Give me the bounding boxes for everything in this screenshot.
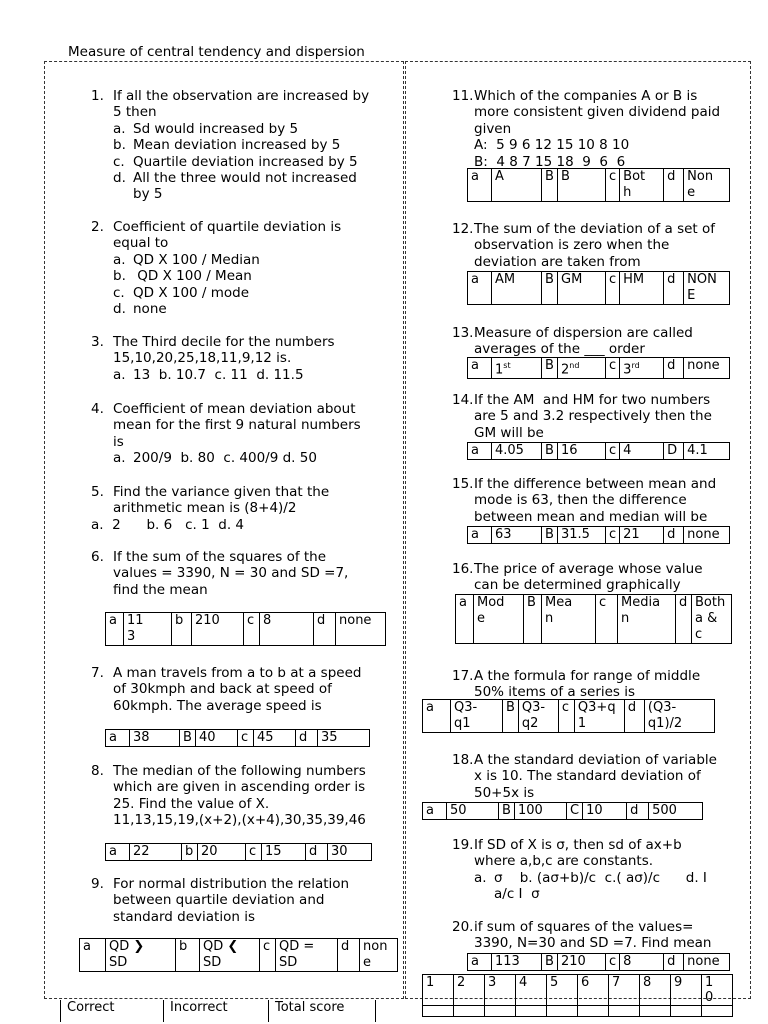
- question-number: 4.: [91, 401, 104, 417]
- question-text-line: if sum of squares of the values=: [474, 919, 694, 935]
- question-5-answers: a. 2 b. 6 c. 1 d. 4: [91, 517, 245, 533]
- option-text: QD X 100 / mode: [133, 284, 250, 301]
- question-text-line: Coefficient of mean deviation about: [113, 401, 356, 417]
- option-letter-cell: B: [542, 527, 558, 544]
- option-letter-cell: d: [624, 700, 644, 733]
- option-value-cell: 30: [328, 844, 372, 861]
- answer-blank-cell[interactable]: [547, 1006, 578, 1017]
- answer-option: [113, 450, 391, 466]
- option-letter-cell: a: [456, 595, 474, 644]
- option-letter-cell: a: [468, 954, 492, 971]
- option-value-cell: 20: [198, 844, 246, 861]
- option-value-cell: QD = SD: [276, 939, 338, 972]
- question-number: 7.: [91, 665, 104, 681]
- answer-blank-cell[interactable]: [609, 1006, 640, 1017]
- question-14-options: [467, 442, 730, 460]
- answer-number-cell: 6: [578, 975, 609, 1006]
- question-text-line: The price of average whose value: [474, 561, 703, 577]
- question-number: 6.: [91, 549, 104, 565]
- option-letter: a.: [113, 366, 126, 383]
- question-body: [113, 219, 391, 317]
- question-text-line: Measure of dispersion are called: [474, 325, 693, 341]
- question-13: [452, 325, 742, 358]
- option-value-cell: GM: [558, 272, 606, 305]
- question-number: 15.: [452, 476, 474, 492]
- option-text: Quartile deviation increased by 5: [133, 153, 358, 170]
- question-number: 18.: [452, 752, 474, 768]
- question-number: 8.: [91, 763, 104, 779]
- question-7-options: [105, 729, 370, 747]
- question-9: [91, 876, 391, 925]
- answer-number-cell: 9: [671, 975, 702, 1006]
- question-20-options: [467, 953, 730, 971]
- question-text-line: If the difference between mean and: [474, 476, 717, 492]
- question-body: [474, 668, 742, 701]
- option-value-cell: NON E: [684, 272, 730, 305]
- option-letter-cell: b: [176, 939, 200, 972]
- option-letter-cell: B: [542, 272, 558, 305]
- option-letter-cell: b: [172, 613, 192, 646]
- footer-score-row: [60, 1000, 376, 1024]
- question-text-line: of 30kmph and back at speed of: [113, 681, 332, 698]
- answer-number-cell: 1: [423, 975, 454, 1006]
- answer-number-cell: 2: [454, 975, 485, 1006]
- answer-blank-cell[interactable]: [702, 1006, 733, 1017]
- question-1: [91, 88, 391, 203]
- question-text-line: between mean and median will be: [474, 508, 708, 525]
- answer-option: [474, 886, 742, 902]
- option-value-cell: 10: [583, 803, 627, 820]
- answer-number-cell: 3: [485, 975, 516, 1006]
- question-number: 11.: [452, 88, 474, 104]
- option-letter-cell: C: [567, 803, 583, 820]
- option-value-cell: 21: [620, 527, 664, 544]
- option-value-cell: 40: [196, 730, 238, 747]
- question-12: [452, 221, 742, 270]
- option-value-cell: 113: [492, 954, 542, 971]
- question-11: [452, 88, 742, 170]
- question-body: [474, 561, 742, 594]
- question-text-line: mode is 63, then the difference: [474, 492, 687, 509]
- question-text-line: x is 10. The standard deviation of: [474, 768, 701, 785]
- answer-number-cell: 5: [547, 975, 578, 1006]
- option-letter-cell: c: [606, 272, 620, 305]
- option-value-cell: Both a & c: [692, 595, 732, 644]
- option-text: 200/9 b. 80 c. 400/9 d. 50: [133, 450, 317, 467]
- question-2: [91, 219, 391, 317]
- question-number: 19.: [452, 837, 474, 853]
- option-value-cell: Bot h: [620, 169, 664, 202]
- question-text-line: For normal distribution the relation: [113, 876, 350, 892]
- option-letter-cell: d: [627, 803, 649, 820]
- question-15-options: [467, 526, 730, 544]
- answer-option: [113, 367, 391, 383]
- question-number: 5.: [91, 484, 104, 500]
- question-6: [91, 549, 391, 598]
- option-letter-cell: a: [423, 803, 447, 820]
- question-body: [113, 334, 391, 383]
- question-number: 2.: [91, 219, 104, 235]
- total-score-box: [269, 1000, 376, 1022]
- question-text-line: The sum of the deviation of a set of: [474, 221, 716, 237]
- answer-blank-cell[interactable]: [578, 1006, 609, 1017]
- question-text-line: GM will be: [474, 424, 544, 441]
- question-7: [91, 665, 391, 714]
- option-value-cell: 15: [262, 844, 306, 861]
- option-letter-cell: b: [182, 844, 198, 861]
- option-value-cell: B: [558, 169, 606, 202]
- question-12-options: [467, 271, 730, 305]
- option-value-cell: none: [336, 613, 386, 646]
- option-value-cell: 210: [558, 954, 606, 971]
- question-text-line: arithmetic mean is (8+4)/2: [113, 500, 297, 517]
- question-body: [474, 476, 742, 525]
- option-text: All the three would not increased: [133, 170, 357, 187]
- option-text: QD X 100 / Median: [133, 251, 260, 268]
- question-number: 20.: [452, 919, 474, 935]
- question-text-line: find the mean: [113, 581, 208, 598]
- option-letter: a.: [113, 251, 126, 268]
- option-letter-cell: a: [468, 272, 492, 305]
- answer-option: [113, 154, 391, 170]
- question-text-line: observation is zero when the: [474, 237, 670, 254]
- option-letter: b.: [113, 268, 126, 285]
- option-letter-cell: d: [306, 844, 328, 861]
- option-value-cell: Mod e: [474, 595, 524, 644]
- question-text-line: If SD of X is σ, then sd of ax+b: [474, 837, 682, 853]
- question-body: [113, 549, 391, 598]
- question-15: [452, 476, 742, 525]
- question-18: [452, 752, 742, 801]
- option-letter-cell: c: [606, 527, 620, 544]
- option-letter: d.: [113, 170, 126, 187]
- question-17: [452, 668, 742, 701]
- question-number: 9.: [91, 876, 104, 892]
- option-letter-cell: c: [606, 443, 620, 460]
- question-text-line: deviation are taken from: [474, 253, 641, 270]
- option-text: by 5: [133, 186, 163, 203]
- question-text-line: 50% items of a series is: [474, 684, 636, 701]
- question-4: [91, 401, 391, 467]
- question-number: 13.: [452, 325, 474, 341]
- question-17-options: [422, 699, 715, 733]
- option-letter-cell: D: [664, 443, 684, 460]
- question-number: 1.: [91, 88, 104, 104]
- question-text-line: 50+5x is: [474, 784, 535, 801]
- answer-blank-cell[interactable]: [516, 1006, 547, 1017]
- question-body: [113, 484, 391, 517]
- question-text-line: is: [113, 433, 124, 450]
- option-value-cell: HM: [620, 272, 664, 305]
- option-letter-cell: d: [664, 169, 684, 202]
- option-letter-cell: d: [664, 954, 684, 971]
- question-text-line: standard deviation is: [113, 908, 255, 925]
- option-value-cell: none: [684, 527, 730, 544]
- option-value-cell: 4: [620, 443, 664, 460]
- option-value-cell: 100: [515, 803, 567, 820]
- question-text-line: given: [474, 120, 512, 137]
- question-body: [113, 763, 391, 829]
- question-text-line: Find the variance given that the: [113, 484, 330, 500]
- option-letter-cell: c: [238, 730, 254, 747]
- question-body: [474, 325, 742, 358]
- answer-option: [113, 268, 391, 284]
- question-text-line: Which of the companies A or B is: [474, 88, 698, 104]
- question-number: 17.: [452, 668, 474, 684]
- option-text: Sd would increased by 5: [133, 120, 299, 137]
- question-text-line: 5 then: [113, 104, 157, 121]
- option-letter-cell: B: [542, 443, 558, 460]
- answer-blank-cell[interactable]: [640, 1006, 671, 1017]
- answer-number-cell: 1 0: [702, 975, 733, 1006]
- question-number: 3.: [91, 334, 104, 350]
- question-body: [113, 665, 391, 714]
- option-value-cell: QD ❮ SD: [200, 939, 260, 972]
- option-value-cell: 1st: [492, 358, 542, 379]
- answer-number-grid: [422, 974, 733, 1017]
- question-body: [474, 392, 742, 441]
- option-letter-cell: B: [542, 954, 558, 971]
- question-text-line: between quartile deviation and: [113, 892, 325, 909]
- option-letter-cell: B: [503, 700, 519, 733]
- option-value-cell: 3rd: [620, 358, 664, 379]
- question-body: [113, 88, 391, 203]
- option-value-cell: Mea n: [542, 595, 596, 644]
- option-letter: a.: [113, 120, 126, 137]
- question-20: [452, 919, 742, 952]
- question-text-line: can be determined graphically: [474, 577, 681, 594]
- option-value-cell: AM: [492, 272, 542, 305]
- option-letter-cell: B: [542, 169, 558, 202]
- question-body: [113, 401, 391, 467]
- question-text-line: B: 4 8 7 15 18 9 6 6: [474, 153, 626, 170]
- option-letter-cell: c: [260, 939, 276, 972]
- option-value-cell: 11 3: [124, 613, 172, 646]
- option-text: a/c I σ: [494, 886, 540, 903]
- option-value-cell: 22: [130, 844, 182, 861]
- answer-number-cell: 8: [640, 975, 671, 1006]
- option-value-cell: 4.05: [492, 443, 542, 460]
- option-value-cell: 50: [447, 803, 499, 820]
- option-letter-cell: d: [314, 613, 336, 646]
- question-body: [474, 221, 742, 270]
- question-text-line: 11,13,15,19,(x+2),(x+4),30,35,39,46: [113, 812, 366, 829]
- answer-blank-cell[interactable]: [485, 1006, 516, 1017]
- option-letter-cell: d: [664, 272, 684, 305]
- question-text-line: 25. Find the value of X.: [113, 795, 270, 812]
- question-text-line: The Third decile for the numbers: [113, 334, 335, 350]
- answer-option: [113, 121, 391, 137]
- option-letter-cell: c: [606, 954, 620, 971]
- answer-blank-cell[interactable]: [454, 1006, 485, 1017]
- question-number: 14.: [452, 392, 474, 408]
- option-value-cell: none: [684, 358, 730, 379]
- question-16-options: [455, 594, 732, 644]
- option-letter-cell: d: [664, 358, 684, 379]
- option-text: 13 b. 10.7 c. 11 d. 11.5: [133, 366, 304, 383]
- answer-option: [113, 285, 391, 301]
- option-value-cell: QD ❯ SD: [106, 939, 176, 972]
- question-text-line: If the sum of the squares of the: [113, 549, 327, 565]
- answer-blank-cell[interactable]: [671, 1006, 702, 1017]
- question-text-line: where a,b,c are constants.: [474, 853, 654, 870]
- question-body: [474, 88, 742, 170]
- question-text-line: are 5 and 3.2 respectively then the: [474, 408, 712, 425]
- incorrect-box: [164, 1000, 269, 1022]
- option-letter-cell: d: [664, 527, 684, 544]
- question-9-options: [79, 938, 398, 972]
- question-text-line: equal to: [113, 235, 169, 252]
- correct-label: Correct: [67, 1000, 115, 1015]
- option-value-cell: Media n: [618, 595, 676, 644]
- option-value-cell: non e: [360, 939, 398, 972]
- total-score-label: Total score: [275, 1000, 345, 1015]
- option-letter-cell: c: [558, 700, 574, 733]
- option-letter-cell: a: [468, 443, 492, 460]
- option-letter: b.: [113, 137, 126, 154]
- answer-option: [113, 186, 391, 202]
- option-value-cell: A: [492, 169, 542, 202]
- question-text-line: If all the observation are increased by: [113, 88, 370, 104]
- option-text: none: [133, 301, 167, 318]
- option-value-cell: 38: [130, 730, 180, 747]
- option-value-cell: 31.5: [558, 527, 606, 544]
- option-letter: c.: [113, 284, 125, 301]
- question-text-line: A the formula for range of middle: [474, 668, 701, 684]
- option-letter-cell: c: [606, 169, 620, 202]
- question-11-options: [467, 168, 730, 202]
- option-letter-cell: a: [468, 358, 492, 379]
- answer-blank-cell[interactable]: [423, 1006, 454, 1017]
- option-letter-cell: B: [542, 358, 558, 379]
- option-value-cell: 35: [318, 730, 370, 747]
- option-letter-cell: B: [524, 595, 542, 644]
- option-letter-cell: B: [499, 803, 515, 820]
- option-value-cell: 45: [254, 730, 296, 747]
- question-text-line: values = 3390, N = 30 and SD =7,: [113, 565, 349, 582]
- option-letter-cell: a: [423, 700, 451, 733]
- option-letter-cell: d: [676, 595, 692, 644]
- option-letter-cell: a: [468, 169, 492, 202]
- option-letter-cell: a: [106, 844, 130, 861]
- option-value-cell: 63: [492, 527, 542, 544]
- option-letter-cell: c: [606, 358, 620, 379]
- question-text-line: more consistent given dividend paid: [474, 104, 721, 121]
- question-text-line: mean for the first 9 natural numbers: [113, 417, 361, 434]
- question-16: [452, 561, 742, 594]
- answer-option: [113, 137, 391, 153]
- option-value-cell: Non e: [684, 169, 730, 202]
- option-letter-cell: B: [180, 730, 196, 747]
- question-text-line: 15,10,20,25,18,11,9,12 is.: [113, 350, 292, 367]
- option-letter-cell: d: [296, 730, 318, 747]
- option-letter: a.: [474, 869, 487, 886]
- option-letter-cell: a: [80, 939, 106, 972]
- option-value-cell: 16: [558, 443, 606, 460]
- question-14: [452, 392, 742, 441]
- option-value-cell: 500: [649, 803, 703, 820]
- question-8-options: [105, 843, 372, 861]
- question-3: [91, 334, 391, 383]
- option-letter: d.: [113, 301, 126, 318]
- option-letter-cell: c: [596, 595, 618, 644]
- option-value-cell: 8: [260, 613, 314, 646]
- option-letter-cell: a: [106, 613, 124, 646]
- answer-option: [474, 870, 742, 886]
- question-text-line: which are given in ascending order is: [113, 779, 366, 796]
- option-letter-cell: d: [338, 939, 360, 972]
- option-value-cell: Q3- q2: [518, 700, 558, 733]
- question-text-line: Coefficient of quartile deviation is: [113, 219, 342, 235]
- option-value-cell: (Q3- q1)/2: [644, 700, 714, 733]
- question-5: [91, 484, 391, 517]
- option-letter: a.: [113, 450, 126, 467]
- question-6-options: [105, 612, 386, 646]
- option-letter-cell: a: [106, 730, 130, 747]
- question-body: [474, 919, 742, 952]
- correct-box: [60, 1000, 164, 1022]
- incorrect-label: Incorrect: [170, 1000, 228, 1015]
- question-text-line: If the AM and HM for two numbers: [474, 392, 711, 408]
- answer-number-cell: 4: [516, 975, 547, 1006]
- question-body: [474, 837, 742, 903]
- question-number: 12.: [452, 221, 474, 237]
- question-body: [113, 876, 391, 925]
- question-body: [474, 752, 742, 801]
- question-13-options: [467, 357, 730, 379]
- option-value-cell: Q3+q 1: [574, 700, 624, 733]
- question-text-line: The median of the following numbers: [113, 763, 366, 779]
- question-text-line: A: 5 9 6 12 15 10 8 10: [474, 137, 630, 154]
- option-text: QD X 100 / Mean: [133, 268, 252, 285]
- question-text-line: 60kmph. The average speed is: [113, 697, 322, 714]
- document-title: Measure of central tendency and dispersion: [68, 44, 365, 60]
- option-value-cell: Q3- q1: [451, 700, 503, 733]
- option-letter-cell: c: [244, 613, 260, 646]
- answer-option: [113, 301, 391, 317]
- option-value-cell: 2nd: [558, 358, 606, 379]
- question-text-line: A man travels from a to b at a speed: [113, 665, 362, 681]
- question-text-line: A the standard deviation of variable: [474, 752, 717, 768]
- question-number: 16.: [452, 561, 474, 577]
- answer-option: [113, 252, 391, 268]
- option-letter-cell: c: [246, 844, 262, 861]
- option-text: Mean deviation increased by 5: [133, 137, 341, 154]
- option-value-cell: 210: [192, 613, 244, 646]
- answer-option: [113, 170, 391, 186]
- question-19: [452, 837, 742, 903]
- option-letter: c.: [113, 153, 125, 170]
- answer-number-cell: 7: [609, 975, 640, 1006]
- question-18-options: [422, 802, 703, 820]
- option-value-cell: none: [684, 954, 730, 971]
- option-letter-cell: a: [468, 527, 492, 544]
- question-8: [91, 763, 391, 829]
- question-text-line: 3390, N=30 and SD =7. Find mean: [474, 935, 712, 952]
- option-value-cell: 4.1: [684, 443, 730, 460]
- question-text-line: averages of the ___ order: [474, 341, 645, 358]
- option-text: σ b. (aσ+b)/c c.( aσ)/c d. I: [494, 869, 707, 886]
- option-value-cell: 8: [620, 954, 664, 971]
